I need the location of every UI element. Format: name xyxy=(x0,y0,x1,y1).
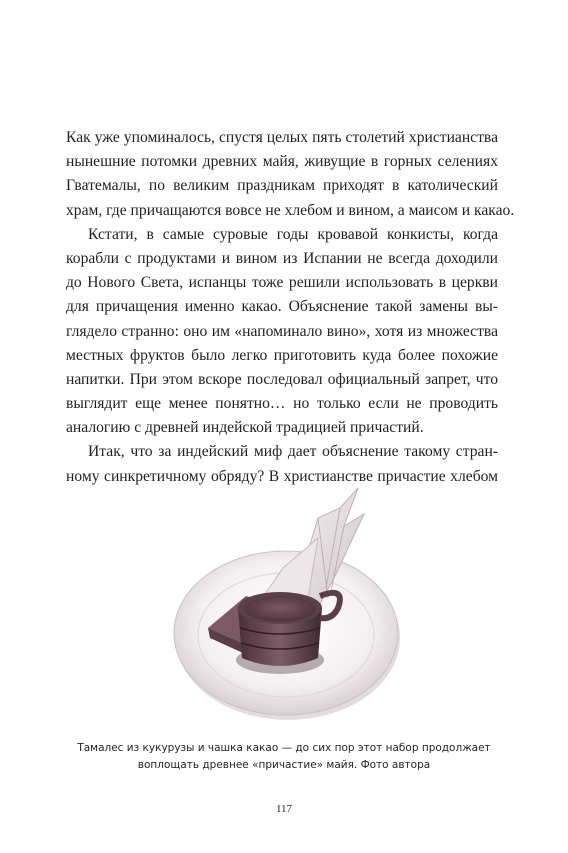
body-text xyxy=(66,126,515,489)
text-line: ному синкретичному обряду? В христианстве причастие хлебом xyxy=(66,467,498,485)
text-line: Гватемалы, по великим праздникам приходят в католический xyxy=(66,177,498,195)
text-line: нынешние потомки древних майя, живущие в горных селениях xyxy=(66,153,498,171)
text-line: аналогию с древней индейской традицией причастий. xyxy=(66,419,424,437)
text-line: местных фруктов было легко приготовить куда более похожие xyxy=(66,346,498,364)
text-line: напитки. При этом вскоре последовал официальный запрет, что xyxy=(66,370,498,388)
text-line: до Нового Света, испанцы тоже решили использовать в церкви xyxy=(66,274,498,292)
caption-line: Тамалес из кукурузы и чашка какао — до сих пор этот набор продолжает xyxy=(77,742,491,754)
text-line: Как уже упоминалось, спустя целых пять столетий христианства xyxy=(66,129,498,146)
photo-caption xyxy=(60,740,508,774)
caption-line: воплощать древнее «причастие» майя. Фото автора xyxy=(137,759,431,771)
text-line: для причащения именно какао. Объяснение такой замены вы- xyxy=(66,298,498,316)
page-number: 117 xyxy=(275,803,293,815)
text-line: Кстати, в самые суровые годы кровавой конкисты, когда xyxy=(88,225,498,243)
text-line: выглядит еще менее понятно… но только если не проводить xyxy=(66,395,498,413)
text-line: Итак, что за индейский миф дает объяснение такому стран- xyxy=(88,443,498,461)
text-line: корабли с продуктами и вином из Испании не всегда доходили xyxy=(66,249,498,267)
text-line: храм, где причащаются вовсе не хлебом и вином, а маисом и какао. xyxy=(66,201,515,219)
photo-tamales-cocoa xyxy=(168,478,408,728)
cocoa-drink xyxy=(244,597,316,622)
text-line: глядело странно: оно им «напоминало вино», хотя из множества xyxy=(66,322,498,340)
